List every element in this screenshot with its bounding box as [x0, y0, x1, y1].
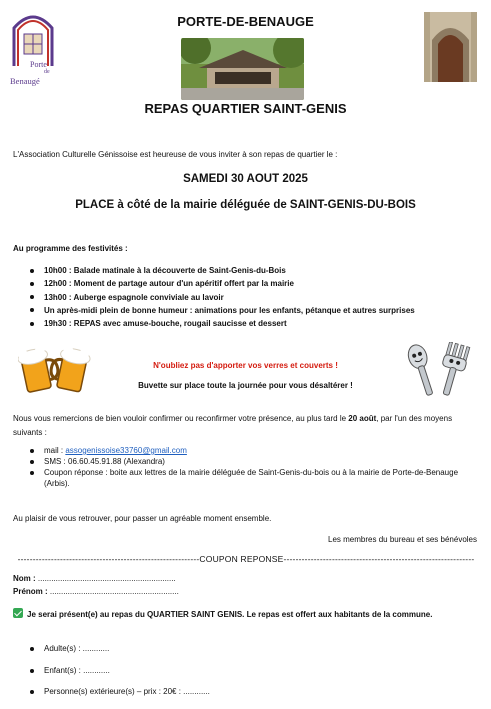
lavoir-photo: [181, 38, 304, 100]
logo-text-porte: Porte: [30, 60, 47, 69]
presence-statement: [13, 608, 479, 622]
prenom-label: Prénom :: [13, 587, 48, 596]
means-item-coupon: Coupon réponse : boite aux lettres de la mairie déléguée de Saint-Genis-du-bois ou à la mairie de Porte-de-Benauge (Arbis).: [30, 467, 480, 489]
reminder-text: N'oubliez pas d'apporter vos verres et couverts !: [153, 361, 338, 370]
event-date: SAMEDI 30 AOUT 2025: [183, 173, 308, 185]
cutlery-icon: [404, 342, 474, 398]
coupon-title: ------------------------------------------------------------COUPON REPONSE---------------------------------------------------------------: [17, 554, 475, 564]
checkbox-icon[interactable]: [13, 608, 23, 618]
program-heading: Au programme des festivités :: [13, 244, 128, 253]
church-door-photo: [424, 12, 477, 82]
program-item: 12h00 : Moment de partage autour d'un apéritif offert par la mairie: [30, 277, 485, 290]
prenom-field[interactable]: [13, 587, 179, 596]
count-adults[interactable]: Adulte(s) : ............: [30, 643, 430, 665]
nom-label: Nom :: [13, 574, 36, 583]
thanks-after: , par l'un des moyens suivants :: [13, 414, 453, 437]
program-item: 10h00 : Balade matinale à la découverte de Saint-Genis-du-Bois: [30, 264, 485, 277]
mail-link[interactable]: assogenissoise33760@gmail.com: [65, 446, 187, 455]
presence-text: Je serai présent(e) au repas du QUARTIER SAINT GENIS. Le repas est offert aux habitants de la commune.: [27, 610, 433, 619]
logo-text-benauge: Benaugé: [10, 76, 40, 86]
count-children[interactable]: Enfant(s) : ............: [30, 665, 430, 687]
program-item: 19h30 : REPAS avec amuse-bouche, rougail saucisse et dessert: [30, 317, 485, 330]
prenom-dots: ..........................................................: [47, 587, 179, 596]
thanks-deadline: 20 août: [348, 414, 377, 423]
program-item: Un après-midi plein de bonne humeur : animations pour les enfants, pétanque et autres surprises: [30, 304, 485, 317]
program-list: [30, 264, 485, 330]
nom-field[interactable]: [13, 574, 176, 583]
signature-text: Les membres du bureau et ses bénévoles: [328, 535, 477, 544]
closing-text: Au plaisir de vous retrouver, pour passer un agréable moment ensemble.: [13, 514, 272, 523]
event-title: REPAS QUARTIER SAINT-GENIS: [144, 101, 347, 116]
attendee-counts-list: [30, 643, 430, 708]
program-item: 13h00 : Auberge espagnole conviviale au lavoir: [30, 291, 485, 304]
mail-label: mail :: [44, 446, 66, 455]
intro-text: L'Association Culturelle Génissoise est heureuse de vous inviter à son repas de quartier le :: [13, 150, 338, 159]
logo-text-de: de: [44, 69, 50, 75]
means-item-sms: SMS : 06.60.45.91.88 (Alexandra): [30, 456, 480, 467]
thanks-before: Nous vous remercions de bien vouloir confirmer ou reconfirmer votre présence, au plus tard le: [13, 414, 349, 423]
nom-dots: ..............................................................: [35, 574, 176, 583]
buvette-text: Buvette sur place toute la journée pour vous désaltérer !: [138, 381, 353, 390]
event-place: PLACE à côté de la mairie déléguée de SAINT-GENIS-DU-BOIS: [75, 199, 416, 211]
thanks-paragraph: [13, 412, 479, 440]
town-title: PORTE-DE-BENAUGE: [177, 14, 314, 29]
means-item-mail: [30, 445, 480, 456]
count-external[interactable]: Personne(s) extérieure(s) – prix : 20€ : ............: [30, 686, 430, 708]
contact-means-list: [30, 445, 480, 489]
